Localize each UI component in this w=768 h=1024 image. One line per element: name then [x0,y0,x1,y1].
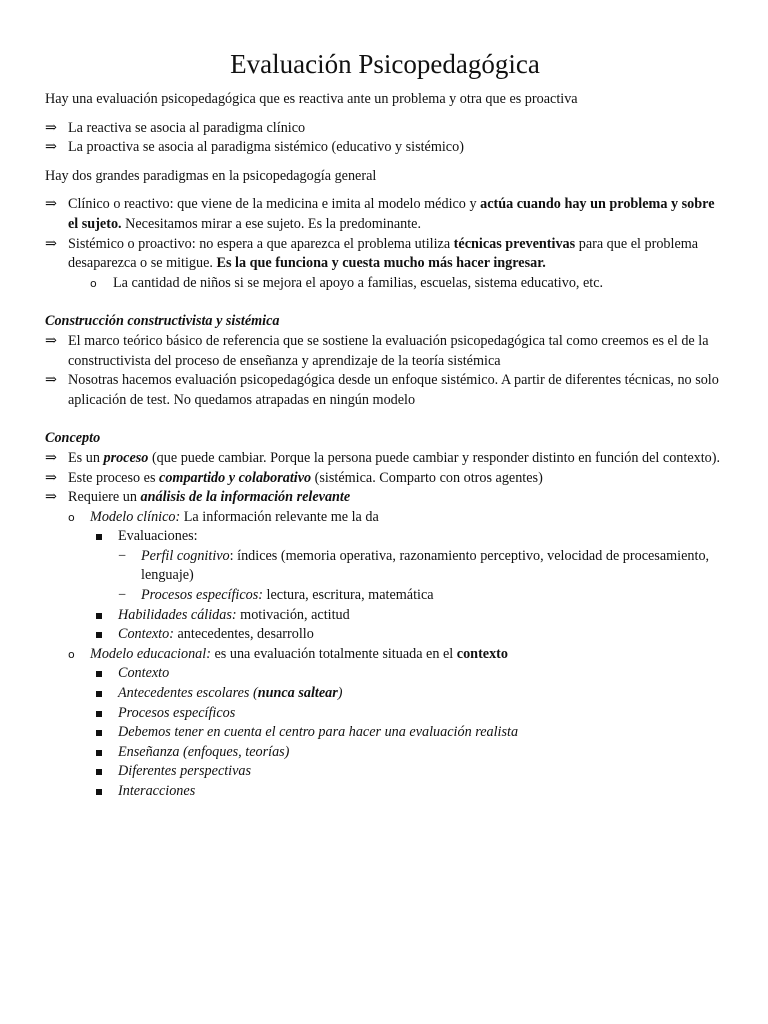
intro-paragraph: Hay una evaluación psicopedagógica que es reactiva ante un problema y otra que es proactiva [45,91,578,107]
paradigmas-paragraph: Hay dos grandes paradigmas en la psicopedagogía general [45,167,377,184]
sub-list-item-text: La cantidad de niños si se mejora el apoyo a familias, escuelas, sistema educativo, etc. [113,274,604,291]
list-item-text: La proactiva se asocia al paradigma sistémico (educativo y sistémico) [68,139,464,156]
edu-item-text: Enseñanza (enfoques, teorías) [118,743,290,760]
square-list-item [45,762,725,782]
square-list-item [45,743,725,763]
requiere-emphasis: análisis de la información relevante [140,489,351,506]
list-item-text: Es un [68,449,104,466]
list-item [45,488,725,508]
square-list-item [45,606,725,626]
square-list-item [45,684,725,704]
square-bullet-icon [96,691,102,697]
document-page [45,46,725,802]
square-bullet-icon [96,750,102,756]
list-item [45,138,725,158]
list-item-text: La reactiva se asocia al paradigma clínico [68,119,306,136]
concepto-list [45,449,725,802]
square-bullet-icon [96,613,102,619]
habilidades-text: motivación, actitud [236,606,350,623]
list-item-rest: (que puede cambiar. Porque la persona puede cambiar y responder distinto en función del contexto). [148,449,721,466]
arrow-icon: ⇒ [45,196,57,213]
list-item-text: Nosotras hacemos evaluación psicopedagógica desde un enfoque sistémico. A partir de diferentes técnicas, no solo aplicación de test. No quedamos atrapadas en ningún modelo [68,372,719,408]
dash-list-item [45,586,725,606]
edu-item-text: Procesos específicos [118,704,236,721]
perfil-text: : índices (memoria operativa, razonamiento perceptivo, velocidad de procesamiento, lenguaje) [141,547,710,584]
sub-list-item-modelo-educacional [45,645,725,665]
section-heading-construccion: Construcción constructivista y sistémica [45,313,280,330]
contexto-text: antecedentes, desarrollo [173,626,314,643]
arrow-icon: ⇒ [45,332,57,349]
list-item [45,332,725,371]
arrow-icon: ⇒ [45,469,57,486]
square-bullet-icon [96,632,102,638]
square-bullet-icon [96,671,102,677]
list-item-text: Requiere un [68,489,141,506]
square-list-item [45,625,725,645]
list-item-rest: (sistémica. Comparto con otros agentes) [311,469,543,486]
list-item [45,469,725,489]
proceso-emphasis: proceso [103,449,149,466]
list-item-sistemico [45,235,725,274]
paradigmas-list [45,195,725,293]
edu-antecedentes-bold: nunca saltear [257,685,338,702]
construccion-list [45,332,725,410]
circle-bullet-icon: o [90,276,97,290]
perfil-label: Perfil cognitivo [141,547,230,564]
habilidades-label: Habilidades cálidas: [118,606,237,623]
circle-bullet-icon: o [68,510,75,524]
square-list-item [45,664,725,684]
arrow-icon: ⇒ [45,139,57,156]
dash-bullet-icon: − [118,547,127,564]
sistemico-rest: para que el problema desaparezca o se mitigue. [68,235,699,272]
list-item [45,119,725,139]
edu-item-text: Debemos tener en cuenta el centro para hacer una evaluación realista [118,724,519,741]
sub-list-item-modelo-clinico [45,508,725,528]
modelo-educacional-bold: contexto [456,645,508,662]
clinico-bold: actúa cuando hay un problema y sobre el sujeto. [68,196,715,232]
square-bullet-icon [96,789,102,795]
circle-bullet-icon: o [68,647,75,661]
page-title: Evaluación Psicopedagógica [230,49,540,79]
edu-item-text: Diferentes perspectivas [118,763,252,780]
sistemico-bold-end: Es la que funciona y cuesta mucho más hacer ingresar. [216,255,546,272]
sistemico-bold: técnicas preventivas [453,235,576,252]
arrow-icon: ⇒ [45,489,57,506]
square-bullet-icon [96,534,102,540]
contexto-label: Contexto: [118,626,174,643]
square-bullet-icon [96,730,102,736]
arrow-icon: ⇒ [45,235,57,252]
arrow-icon: ⇒ [45,449,57,466]
section-heading-concepto: Concepto [45,430,101,447]
dash-bullet-icon: − [118,587,127,604]
edu-item-text: Interacciones [118,783,196,799]
arrow-icon: ⇒ [45,119,57,136]
clinico-text: Clínico o reactivo: que viene de la medicina e imita al modelo médico y [68,196,481,213]
square-list-item [45,782,725,802]
square-list-item [45,704,725,724]
modelo-clinico-label: Modelo clínico: [90,508,181,525]
list-item [45,371,725,410]
list-item-text: Este proceso es [68,469,160,486]
evaluaciones-text: Evaluaciones: [118,528,198,545]
dash-list-item [45,547,725,586]
square-list-item [45,527,725,547]
compartido-emphasis: compartido y colaborativo [159,469,312,486]
modelo-educacional-text: es una evaluación totalmente situada en el [210,645,457,662]
edu-antecedentes-close: ) [337,685,343,702]
list-item-clinico [45,195,725,234]
list-item-text: El marco teórico básico de referencia que se sostiene la evaluación psicopedagógica tal como creemos es el de la constructivista del proceso de enseñanza y aprendizaje de la teoría sistémica [68,332,709,369]
sub-list-item [45,274,725,294]
modelo-educacional-label: Modelo educacional: [90,645,211,662]
square-list-item [45,723,725,743]
sistemico-text: Sistémico o proactivo: no espera a que aparezca el problema utiliza [68,235,454,252]
arrow-icon: ⇒ [45,372,57,389]
edu-contexto-text: Contexto [118,665,170,682]
clinico-rest: Necesitamos mirar a ese sujeto. Es la predominante. [121,215,422,232]
square-bullet-icon [96,711,102,717]
procesos-text: lectura, escritura, matemática [263,587,434,604]
reactiva-proactiva-list [45,119,725,158]
procesos-label: Procesos específicos: [141,587,263,604]
modelo-clinico-text: La información relevante me la da [180,508,379,525]
square-bullet-icon [96,769,102,775]
list-item [45,449,725,469]
edu-antecedentes-text: Antecedentes escolares ( [118,685,258,702]
